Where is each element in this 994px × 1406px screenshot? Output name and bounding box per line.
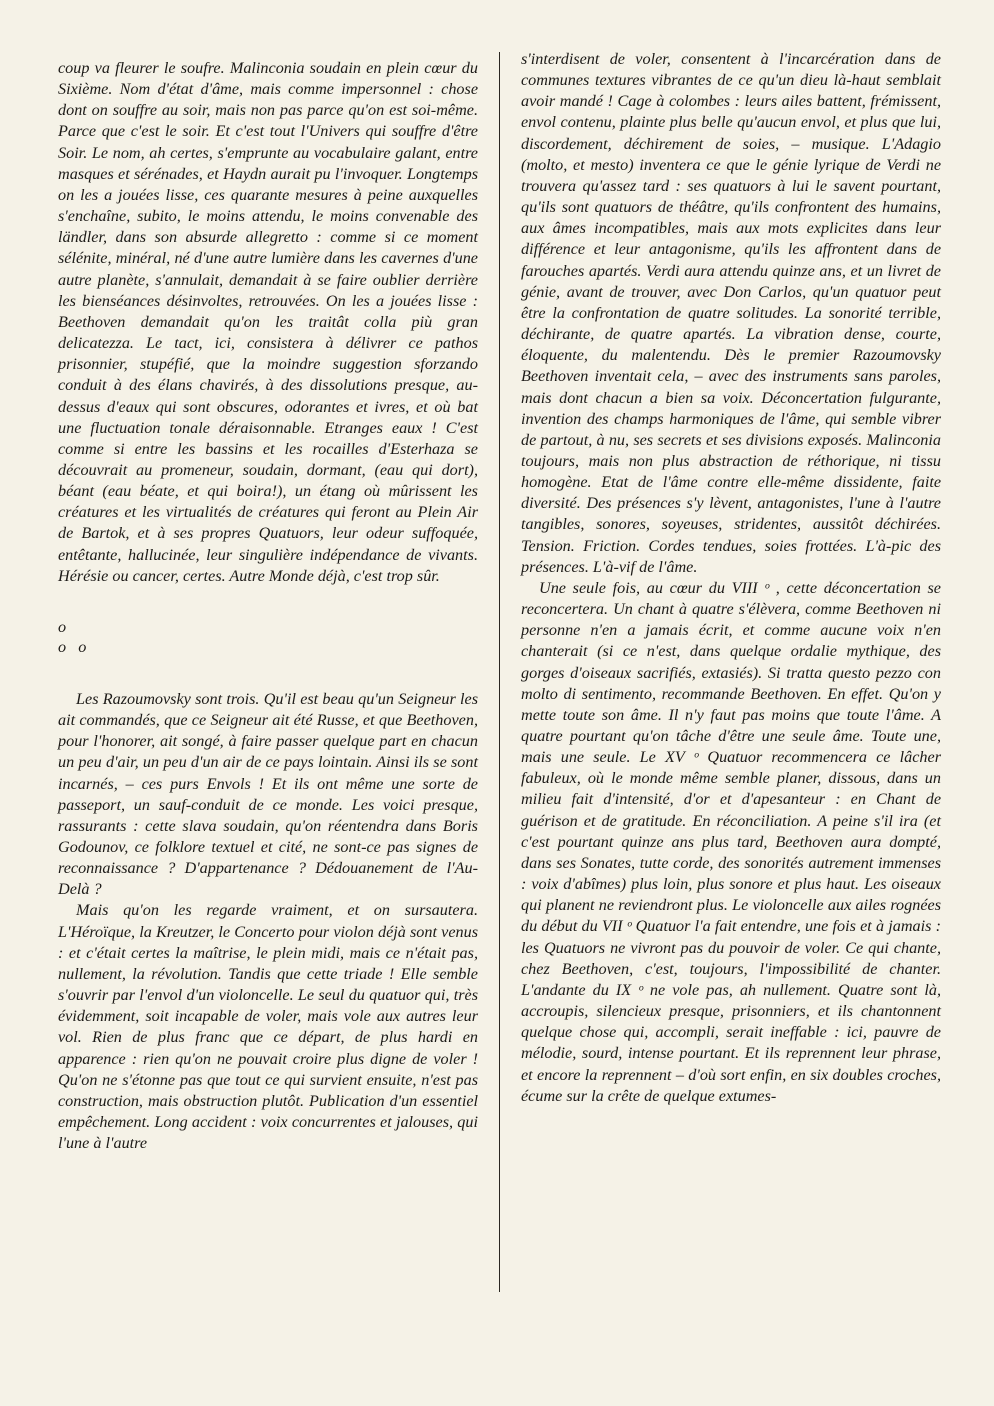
section-separator-top: o	[58, 617, 67, 636]
left-paragraph-1: coup va fleurer le soufre. Malinconia soudain en plein cœur du Sixième. Nom d'état d'âme, mais comme impersonnel : chose dont on souffre au soir, mais non pas parce qu'on est soi-même. Parce que c'est le soir. Et c'est tout l'Univers qui souffre d'être Soir. Le nom, ah certes, s'emprunte au vocabulaire galant, entre masques et sérénades, et Haydn aurait pu l'invoquer. Longtemps on les a jouées lisse, ces quarante mesures à peine auxquelles s'enchaîne, subito, le moins attendu, le moins convenable des ländler, dans son absurde allegretto : comme si ce moment sélénite, minéral, né d'une autre lumière dans les cavernes d'une autre planète, s'annulait, demandait à se faire oublier derrière les bienséances désinvoltes, retrouvées. On les a jouées lisse : Beethoven demandait qu'on les traitât colla più gran delicatezza. Le tact, ici, consistera à délivrer ce pathos prisonnier, stupéfié, que la moindre suggestion sforzando conduit à des élans chavirés, à des dissolutions presque, au-dessus d'eaux qui sont obscures, odorantes et ivres, et où bat une fluctuation tonale déraisonnable. Etranges eaux ! C'est comme si entre les bassins et les rocailles d'Esterhaza se découvrait au promeneur, soudain, dormant, (eau qui dort), béant (eau béate, et qui boira!), un étang où mûrissent les créatures et les virtualités de créatures qui feront au Plein Air de Bartok, et à ses propres Quatuors, leur odeur suffoquée, entêtante, hallucinée, leur singulière indépendance de vivants. Hérésie ou cancer, certes. Autre Monde déjà, c'est trop sûr.	[58, 59, 478, 585]
separator-gap	[58, 657, 478, 689]
right-column	[521, 49, 941, 1107]
column-divider	[499, 52, 500, 1292]
separator-gap	[58, 587, 478, 617]
right-paragraph-1: s'interdisent de voler, consentent à l'incarcération dans de communes textures vibrantes de ce qu'un dieu là-haut semblait avoir mandé ! Cage à colombes : leurs ailes battent, frémissent, envol contenu, plainte plus belle qu'aucun envol, et plus que lui, discordement, déchirement de soies, – musique. L'Adagio (molto, et mesto) inventera ce que le génie lyrique de Verdi ne trouvera qu'assez tard : ses quatuors à lui le savent pourtant, qu'ils sont quatuors de théâtre, qu'ils confrontent des humains, aux âmes incompatibles, mais aux mots explicites dans leur différence et leur antagonisme, qu'ils les affrontent dans de farouches apartés. Verdi aura attendu quinze ans, et un livret de génie, avant de trouver, avec Don Carlos, qu'un quatuor peut être la confrontation de quatre solitudes. La sonorité terrible, déchirante, de quatre apartés. La vibration dense, courte, éloquente, du malentendu. Dès le premier Razoumovsky Beethoven inventait cela, – avec des instruments sans paroles, mais dont chacun a bien sa voix. Déconcertation fulgurante, invention des champs harmoniques de l'âme, qui semble vibrer de partout, à nu, ses secrets et ses divisions exposés. Malinconia toujours, mais non plus abstraction de réthorique, ni tissu homogène. Etat de l'âme contre elle-même dissidente, faite diversité. Des présences s'y lèvent, antagonistes, l'une à l'autre tangibles, sonores, soyeuses, stridentes, aussitôt déchirées. Tension. Friction. Cordes tendues, soies frottées. L'à-pic des présences. L'à-vif de l'âme.	[521, 50, 941, 576]
left-paragraph-2: Les Razoumovsky sont trois. Qu'il est beau qu'un Seigneur les ait commandés, que ce Seigneur ait été Russe, et que Beethoven, pour l'honorer, ait songé, à faire passer quelque part en chacun un peu d'air, un peu d'un air de ce pays lointain. Ainsi ils se sont incarnés, – ces purs Envols ! Et ils ont même une sorte de passeport, un sauf-conduit de ce monde. Les voici presque, rassurants : cette slava soudain, qu'on réentendra dans Boris Godounov, ce folklore textuel et cité, ne sont-ce pas signes de reconnaissance ? D'appartenance ? Dédouanement de l'Au-Delà ?	[58, 689, 478, 899]
section-separator-bottom: o o	[58, 637, 87, 656]
left-paragraph-3: Mais qu'on les regarde vraiment, et on sursautera. L'Héroïque, la Kreutzer, le Concerto pour violon déjà sont venus : et c'était certes la maîtrise, le plein midi, mais ce n'était pas, nullement, la révolution. Tandis que cette triade ! Elle semble s'ouvrir par l'envol d'un violoncelle. Le seul du quatuor qui, très évidemment, soit incapable de voler, mais vole aux autres leur vol. Rien de plus franc que ce départ, de plus hardi en apparence : rien qu'on ne pouvait croire plus digne de voler ! Qu'on ne s'étonne pas que tout ce qui survient ensuite, n'est pas construction, mais obstruction plutôt. Publication d'un essentiel empêchement. Long accident : voix concurrentes et jalouses, qui l'une à l'autre	[58, 901, 478, 1153]
left-column	[58, 58, 478, 1154]
right-paragraph-2: Une seule fois, au cœur du VIII ᵒ , cette déconcertation se reconcertera. Un chant à quatre s'élèvera, comme Beethoven ni personne n'en a jamais écrit, et comme aucune voix n'en chanterait (si ce n'est, dans quelque ordalie mythique, des gorges d'oiseaux sacrifiés, extasiés). Si tratta questo pezzo con molto di sentimento, recommande Beethoven. En effet. Qu'on y mette toute son âme. Il n'y faut pas moins que toute l'âme. A quatre pourtant qu'on tâche d'être une seule âme. Toute une, mais une seule. Le XV ᵒ Quatuor recommencera ce lâcher fabuleux, où le monde même semble planer, dissous, dans un milieu fait d'intensité, d'or et d'apesanteur : en Chant de guérison et de gratitude. En réconciliation. A peine s'il ira (et c'est pourtant quinze ans plus tard, Beethoven aura dompté, dans ses Sonates, tutte corde, des sonorités autrement immenses : voix d'abîmes) plus loin, plus sonore et plus haut. Les oiseaux qui planent ne reviendront plus. Le violoncelle aux ailes rognées du début du VII ᵒ Quatuor l'a fait entendre, une fois et à jamais : les Quatuors ne vivront pas du pouvoir de voler. Ce qui chante, chez Beethoven, c'est, toujours, l'impossibilité de chanter. L'andante du IX ᵒ ne vole pas, ah nullement. Quatre sont là, accroupis, silencieux presque, prisonniers, et ils chantonnent quelque chose qui, accompli, serait ineffable : ici, pauvre de mélodie, sourd, intense pourtant. Et ils reprennent leur phrase, et encore la reprennent – d'où sort enfin, en six doubles croches, écume sur la crête de quelque extumes-	[521, 578, 941, 1105]
